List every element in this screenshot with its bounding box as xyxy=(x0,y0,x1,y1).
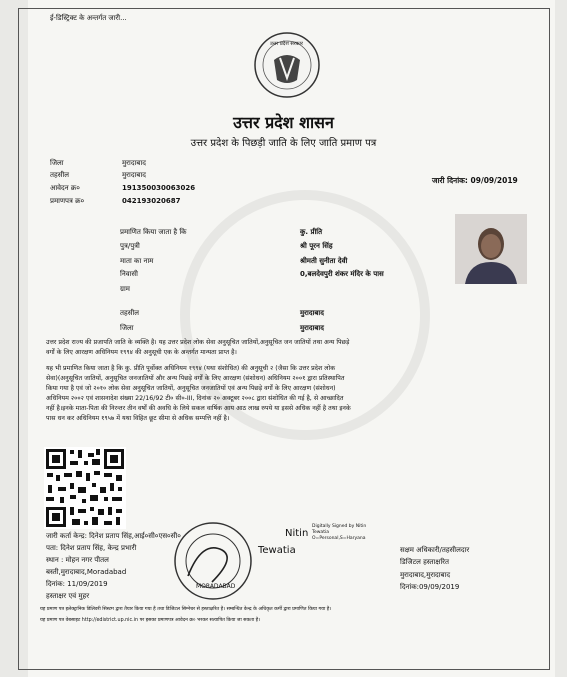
field-label-tehsil: तहसील xyxy=(50,171,69,179)
issuer-sign: हस्ताक्षर एवं मुहर xyxy=(46,592,90,600)
qr-code xyxy=(44,447,126,529)
applicant-photo xyxy=(455,214,527,284)
footer-line: यह प्रमाण पत्र इलेक्ट्रानिक डिलिवरी सिस्टम द्वारा तैयार किया गया है तथा डिजिटल सिग्नेचर से हस्ताक्षरित है। सम्बन्धित केन्द्र के अधिकृत कर्मी द्वारा प्रमाणित किया गया है। xyxy=(40,607,332,612)
detail-value-district: मुरादाबाद xyxy=(300,324,324,332)
emblem-text: उत्तर प्रदेश सरकार xyxy=(270,41,303,47)
top-note: ई-डिस्ट्रिक्ट के अन्तर्गत जारी... xyxy=(50,14,127,22)
stamp-text: MORADABAD xyxy=(196,583,236,590)
issuer-center: जारी कर्ता केन्द्र: दिनेश प्रताप सिंह,आई०सी०एस०सी० xyxy=(46,532,181,540)
detail-label-name: प्रमाणित किया जाता है कि xyxy=(120,228,187,236)
issue-date: जारी दिनांक: 09/09/2019 xyxy=(432,176,518,185)
field-label-district: जिला xyxy=(50,159,64,167)
field-value-certificate-no: 042193020687 xyxy=(122,197,181,205)
detail-value-mother: श्रीमती सुनीता देवी xyxy=(300,257,348,265)
authority-title: सक्षम अधिकारी/तहसीलदार xyxy=(400,546,470,554)
field-value-application-no: 191350030063026 xyxy=(122,184,196,192)
person-photo-icon xyxy=(455,214,527,284)
digital-sign-name-line1: Nitin xyxy=(285,528,309,539)
authority-place: मुरादाबाद,मुरादाबाद xyxy=(400,571,451,579)
field-value-district: मुरादाबाद xyxy=(122,159,146,167)
field-label-certificate-no: प्रमाणपत्र क्र० xyxy=(50,197,85,205)
paragraph-line: सेवा)(अनुसूचित जातियों, अनुसूचित जनजातियों और अन्य पिछड़े वर्गों के लिए आरक्षण (संशोधन) अधिनियम २००१ द्वारा प्रतिस्थापित xyxy=(46,375,345,382)
footer-line: यह प्रमाण पत्र वेबसाइट http://edistrict.up.nic.in पर इसका प्रमाणपत्र आवेदन क्र० भरकर सत्यापित किया जा सकता है। xyxy=(40,618,261,623)
paragraph-line: यह भी प्रमाणित किया जाता है कि कु. प्रीति पूर्वोक्त अधिनियम १९९४ (यथा संशोधित) की अनुसूची २ (जैसा कि उत्तर प्रदेश लोक xyxy=(46,365,336,372)
issuer-city: बस्ती,मुरादाबाद,Moradabad xyxy=(46,568,127,576)
digital-sign-note-line1: Digitally Signed by Nitin xyxy=(312,524,367,529)
paragraph-line: किया गया है एवं जो २०१० लोक सेवा अनुसूचित जातियों, अनुसूचित जनजातियों एवं अन्य पिछड़े वर्गों के लिए आरक्षण (संशोधन) xyxy=(46,385,336,392)
detail-value-name: कु. प्रीति xyxy=(300,228,323,236)
field-value-tehsil: मुरादाबाद xyxy=(122,171,146,179)
paragraph-line: उत्तर प्रदेश राज्य की प्रजापति जाति के व्यक्ति है। यह उत्तर प्रदेश लोक सेवा अनुसूचित जातियों,अनुसूचित जन जातियों तथा अन्य पिछड़े xyxy=(46,339,350,346)
detail-label-district: जिला xyxy=(120,324,134,332)
authority-sign: डिजिटल हस्ताक्षरित xyxy=(400,558,449,566)
paragraph-line: अधिनियम २००२ एवं शासनादेश संख्या 22/16/92 टी० सी०-III, दिनांक २० अक्टूबर २००८ द्वारा संशोधित की गई है, से आच्छादित xyxy=(46,395,344,402)
detail-label-tehsil: तहसील xyxy=(120,309,139,317)
issuer-place: स्थान : मोहन नगर पीतल xyxy=(46,556,109,564)
certificate-subtitle: उत्तर प्रदेश के पिछड़ी जाति के लिए जाति प्रमाण पत्र xyxy=(190,138,377,149)
issuer-date: दिनांक: 11/09/2019 xyxy=(46,580,108,588)
paragraph-line: पास धन कर अधिनियम १९५७ में यथा विहित छूट सीमा से अधिक सम्पत्ति नहीं है। xyxy=(46,415,230,422)
paragraph-line: वर्गों के लिए आरक्षण अधिनियम १९९४ की अनुसूची एक के अन्तर्गत मान्यता प्राप्त है। xyxy=(46,349,237,356)
detail-value-parent: श्री पूरन सिंह xyxy=(300,242,333,250)
authority-date: दिनांक:09/09/2019 xyxy=(400,583,460,591)
digital-sign-name-line2: Tewatia xyxy=(258,545,296,556)
detail-value-tehsil: मुरादाबाद xyxy=(300,309,324,317)
govt-title: उत्तर प्रदेश शासन xyxy=(233,113,334,132)
digital-sign-note-line2: Tewatia xyxy=(312,530,329,535)
detail-label-mother: माता का नाम xyxy=(120,257,154,265)
digital-sign-note-line3: O=Personal,S=Haryana xyxy=(312,536,366,541)
qr-code-icon xyxy=(44,447,126,529)
detail-value-resident: 0,बलदेवपुरी शंकर मंदिर के पास xyxy=(300,270,384,278)
detail-label-village: ग्राम xyxy=(120,285,130,293)
issuer-name: पता: दिनेश प्रताप सिंह, केन्द्र प्रभारी xyxy=(46,544,137,552)
detail-label-resident: निवासी xyxy=(120,270,138,278)
paragraph-line: नहीं है।इनके माता-पिता की निरन्तर तीन वर्षों की अवधि के लिये सकल वार्षिक आय आठ लाख रुपये या इससे अधिक नहीं है तथा इनके xyxy=(46,405,351,412)
detail-label-parent: पुत्र/पुत्री xyxy=(120,242,140,250)
field-label-application-no: आवेदन क्र० xyxy=(50,184,80,192)
